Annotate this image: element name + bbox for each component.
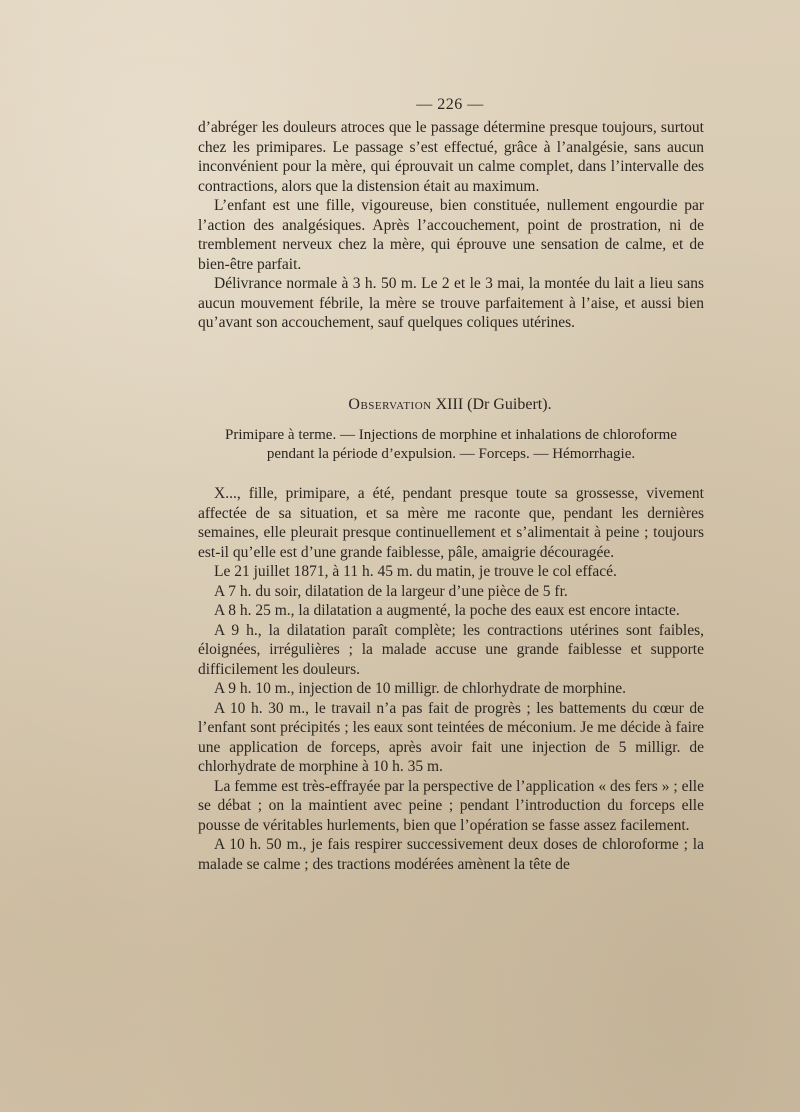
observation-number: XIII (Dr Guibert). — [435, 396, 552, 413]
paragraph: A 9 h. 10 m., injection de 10 milligr. de chlorhydrate de morphine. — [214, 680, 626, 697]
paragraph: A 10 h. 50 m., je fais respirer successivement deux doses de chloroforme ; la malade se calme ; des tractions modérées amènent la tête de — [198, 836, 704, 873]
paragraph: d’abréger les douleurs atroces que le passage détermine presque toujours, surtout chez les primipares. Le passage s’est effectué, grâce à l’analgésie, sans aucun inconvénient pour la mère, qui éprouvait un calme complet, dans l’intervalle des contractions, alors que la distension était au maximum. — [198, 119, 704, 195]
subtitle-line: Primipare à terme. — Injections de morphine et inhalations de chloroforme — [225, 427, 677, 443]
paragraph: A 10 h. 30 m., le travail n’a pas fait de progrès ; les battements du cœur de l’enfant sont précipités ; les eaux sont teintées de méconium. Je me décide à faire une application de forceps, après avoir fait une injection de 5 milligr. de chlorhydrate de morphine à 10 h. 35 m. — [198, 699, 704, 775]
paragraph: Le 21 juillet 1871, à 11 h. 45 m. du matin, je trouve le col effacé. — [214, 563, 617, 580]
paragraph: L’enfant est une fille, vigoureuse, bien constituée, nullement engourdie par l’action des analgésiques. Après l’accouchement, point de prostration, ni de tremblement nerveux chez la mère, qui éprouve une sensation de calme, et de bien-être parfait. — [198, 197, 704, 273]
page-number: — 226 — — [416, 96, 484, 113]
observation-heading — [0, 396, 800, 414]
paragraph: A 9 h., la dilatation paraît complète; les contractions utérines sont faibles, éloignées, irrégulières ; la malade accuse une grande faiblesse et supporte difficilement les douleurs. — [198, 621, 704, 678]
paragraph: A 8 h. 25 m., la dilatation a augmenté, la poche des eaux est encore intacte. — [214, 602, 680, 619]
paragraph: A 7 h. du soir, dilatation de la largeur d’une pièce de 5 fr. — [214, 582, 568, 600]
paragraph: X..., fille, primipare, a été, pendant presque toute sa grossesse, vivement affectée de sa situation, et sa mère me raconte que, pendant les dernières semaines, elle pleurait presque continuellement et s’alimentait à peine ; toujours est-il qu’elle est d’une grande faiblesse, pâle, amaigrie découragée. — [198, 485, 704, 561]
observation-body — [198, 484, 704, 874]
observation-subtitle — [198, 426, 704, 464]
observation-label: Observation — [348, 396, 432, 413]
paragraph: Délivrance normale à 3 h. 50 m. Le 2 et le 3 mai, la montée du lait a lieu sans aucun mouvement fébrile, la mère se trouve parfaitement à l’aise, et aussi bien qu’avant son accouchement, sauf quelques coliques utérines. — [198, 275, 704, 331]
continuation-text — [198, 118, 704, 333]
paragraph: La femme est très-effrayée par la perspective de l’application « des fers » ; elle se débat ; on la maintient avec peine ; pendant l’introduction du forceps elle pousse de véritables hurlements, bien que l’opération se fasse assez facilement. — [198, 777, 704, 834]
subtitle-line: pendant la période d’expulsion. — Forceps. — Hémorrhagie. — [266, 446, 636, 462]
